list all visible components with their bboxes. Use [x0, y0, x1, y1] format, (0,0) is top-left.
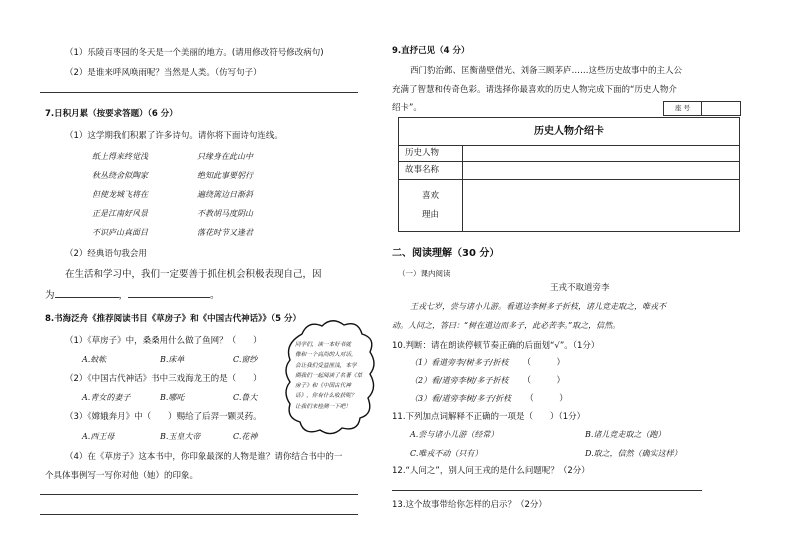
q10-item-3: （3）看/道旁李树/多子/折枝 （ ）	[410, 394, 568, 404]
poem-left-2: 秋丛绕舍似陶家	[92, 171, 148, 180]
q8-1-opt-b: B.床单	[160, 355, 185, 364]
answer-line	[40, 92, 358, 93]
poem-right-1: 只缘身在此山中	[197, 152, 253, 161]
q8-item-3: （3）《嫦娥奔月》中（ ）赐给了后羿一颗灵药。	[65, 412, 262, 422]
q9-line2: 充满了智慧和传奇色彩。请选择你最喜欢的历史人物完成下面的“历史人物介	[392, 85, 677, 95]
card-label-story: 故事名称	[399, 162, 463, 180]
q10-title: 10.判断：请在朗读停顿节奏正确的后面划“√”。（1分）	[392, 341, 600, 351]
history-card-table	[398, 117, 740, 232]
poem-right-3: 遍绕篱边日渐斜	[197, 190, 253, 199]
card-field-story[interactable]	[463, 162, 740, 180]
q13-title: 13.这个故事带给你怎样的启示？（2分）	[392, 500, 547, 510]
q11-opt-c: C.唯戎不动（只有）	[410, 449, 483, 458]
q11-opt-a: A.尝与诸小儿游（经常）	[410, 430, 499, 439]
answer-bracket[interactable]: （ ）	[522, 376, 565, 386]
q6-item-2: （2）是谁来呼风唤雨呢？当然是人类。（仿写句子）	[65, 68, 262, 78]
sub-section-1: （一）课内阅读	[398, 269, 451, 278]
q8-2-opt-b: B.哪吒	[160, 393, 185, 402]
q8-q4-line2: 个具体事例写一写你对他（她）的印象。	[45, 471, 199, 481]
q8-3-opt-c: C.花神	[233, 432, 258, 441]
poem-left-4: 正是江南好风景	[92, 209, 148, 218]
q8-2-opt-c: C.鲁大	[233, 393, 258, 402]
seat-number-label: 座 号	[664, 102, 702, 115]
answer-line	[40, 514, 358, 515]
q6-item-1: （1）乐陵百枣园的冬天是一个美丽的地方。(请用修改符号修改病句)	[65, 48, 324, 58]
section-2-title: 二、阅读理解（30 分）	[392, 248, 500, 259]
passage-title: 王戎不取道旁李	[550, 283, 610, 293]
q7-intro: （1）这学期我们积累了许多诗句。请你将下面诗句连线。	[65, 131, 283, 141]
fill-blank-2[interactable]	[128, 288, 210, 298]
seat-number-box	[663, 101, 741, 116]
q10-item-2: （2）看/道旁李树/多子折枝 （ ）	[410, 376, 565, 386]
q7-sub2: （2）经典语句我会用	[65, 249, 147, 259]
card-label-reason: 喜欢 理由	[399, 180, 463, 232]
answer-line	[40, 494, 358, 495]
poem-right-2: 绝知此事要躬行	[197, 171, 253, 180]
q8-q4-line1: （4）在《草房子》这本书中，你印象最深的人物是谁？请你结合书中的一	[65, 452, 343, 462]
q11-opt-b: B.诸儿竞走取之（跑）	[585, 430, 666, 439]
q8-item-2: （2）《中国古代神话》书中三戏海龙王的是（ ）	[65, 374, 262, 384]
history-card-title: 历史人物介绍卡	[399, 118, 740, 146]
poem-right-4: 不教胡马度阴山	[197, 209, 253, 218]
q8-3-opt-a: A.西王母	[82, 432, 115, 441]
seat-number-field[interactable]	[702, 102, 740, 115]
q8-title: 8.书海泛舟《推荐阅读书目《草房子》和《中国古代神话》》（5 分）	[45, 314, 302, 324]
poem-left-5: 不识庐山真面目	[92, 228, 148, 237]
q8-3-opt-b: B.玉皇大帝	[160, 432, 201, 441]
q7-title: 7.日积月累（按要求答题）（6 分）	[45, 109, 178, 119]
card-label-person: 历史人物	[399, 146, 463, 162]
cloud-text: 同学们，读一本好书就 像和一个高尚的人对话， 会让我们受益匪浅，本学 期我们一起阅读了名著《草 房子》和《中国古代神 话》，你有什么收获呢？ 让我们来检测一下吧！	[295, 342, 363, 410]
poem-left-3: 但使龙城飞将在	[92, 190, 148, 199]
answer-bracket[interactable]: （ ）	[522, 358, 565, 368]
q9-title: 9.直抒己见（4 分）	[392, 46, 470, 56]
q7-line1: 在生活和学习中，我们一定要善于抓住机会积极表现自己，因	[65, 269, 322, 280]
card-field-person[interactable]	[463, 146, 740, 162]
passage-line1: 王戎七岁，尝与诸小儿游。看道边李树多子折枝，诸儿竞走取之，唯戎不	[410, 302, 666, 311]
q9-line1: 西门豹治邺、匡衡凿壁借光、刘备三顾茅庐……这些历史故事中的主人公	[410, 66, 683, 76]
q11-opt-d: D.取之，信然（确实这样）	[585, 449, 682, 458]
answer-bracket[interactable]: （ ）	[525, 394, 568, 404]
answer-line	[392, 490, 702, 491]
q10-item-1: （1）看道旁李/树多子/折枝 （ ）	[410, 358, 565, 368]
q8-item-1: （1）《草房子》中，桑桑用什么做了鱼网？（ ）	[65, 336, 262, 346]
poem-right-5: 落花时节又逢君	[197, 228, 253, 237]
q8-1-opt-c: C.窗纱	[233, 355, 258, 364]
passage-line2: 动。人问之，答曰：“树在道边而多子，此必苦李。”取之，信然。	[392, 321, 621, 330]
card-field-reason[interactable]	[463, 180, 740, 232]
poem-left-1: 纸上得来终觉浅	[92, 152, 148, 161]
fill-blank-1[interactable]	[55, 288, 119, 298]
q7-line2: 为 ， 。	[45, 290, 220, 301]
q12-title: 12.“人问之”，别人问王戎的是什么问题呢？（2分）	[392, 466, 590, 476]
q8-1-opt-a: A.蚊帐	[82, 355, 107, 364]
q8-2-opt-a: A.青女的妻子	[82, 393, 131, 402]
q11-title: 11.下列加点词解释不正确的一项是（ ）（1分）	[392, 412, 586, 422]
q9-line3: 绍卡”。	[392, 103, 422, 113]
